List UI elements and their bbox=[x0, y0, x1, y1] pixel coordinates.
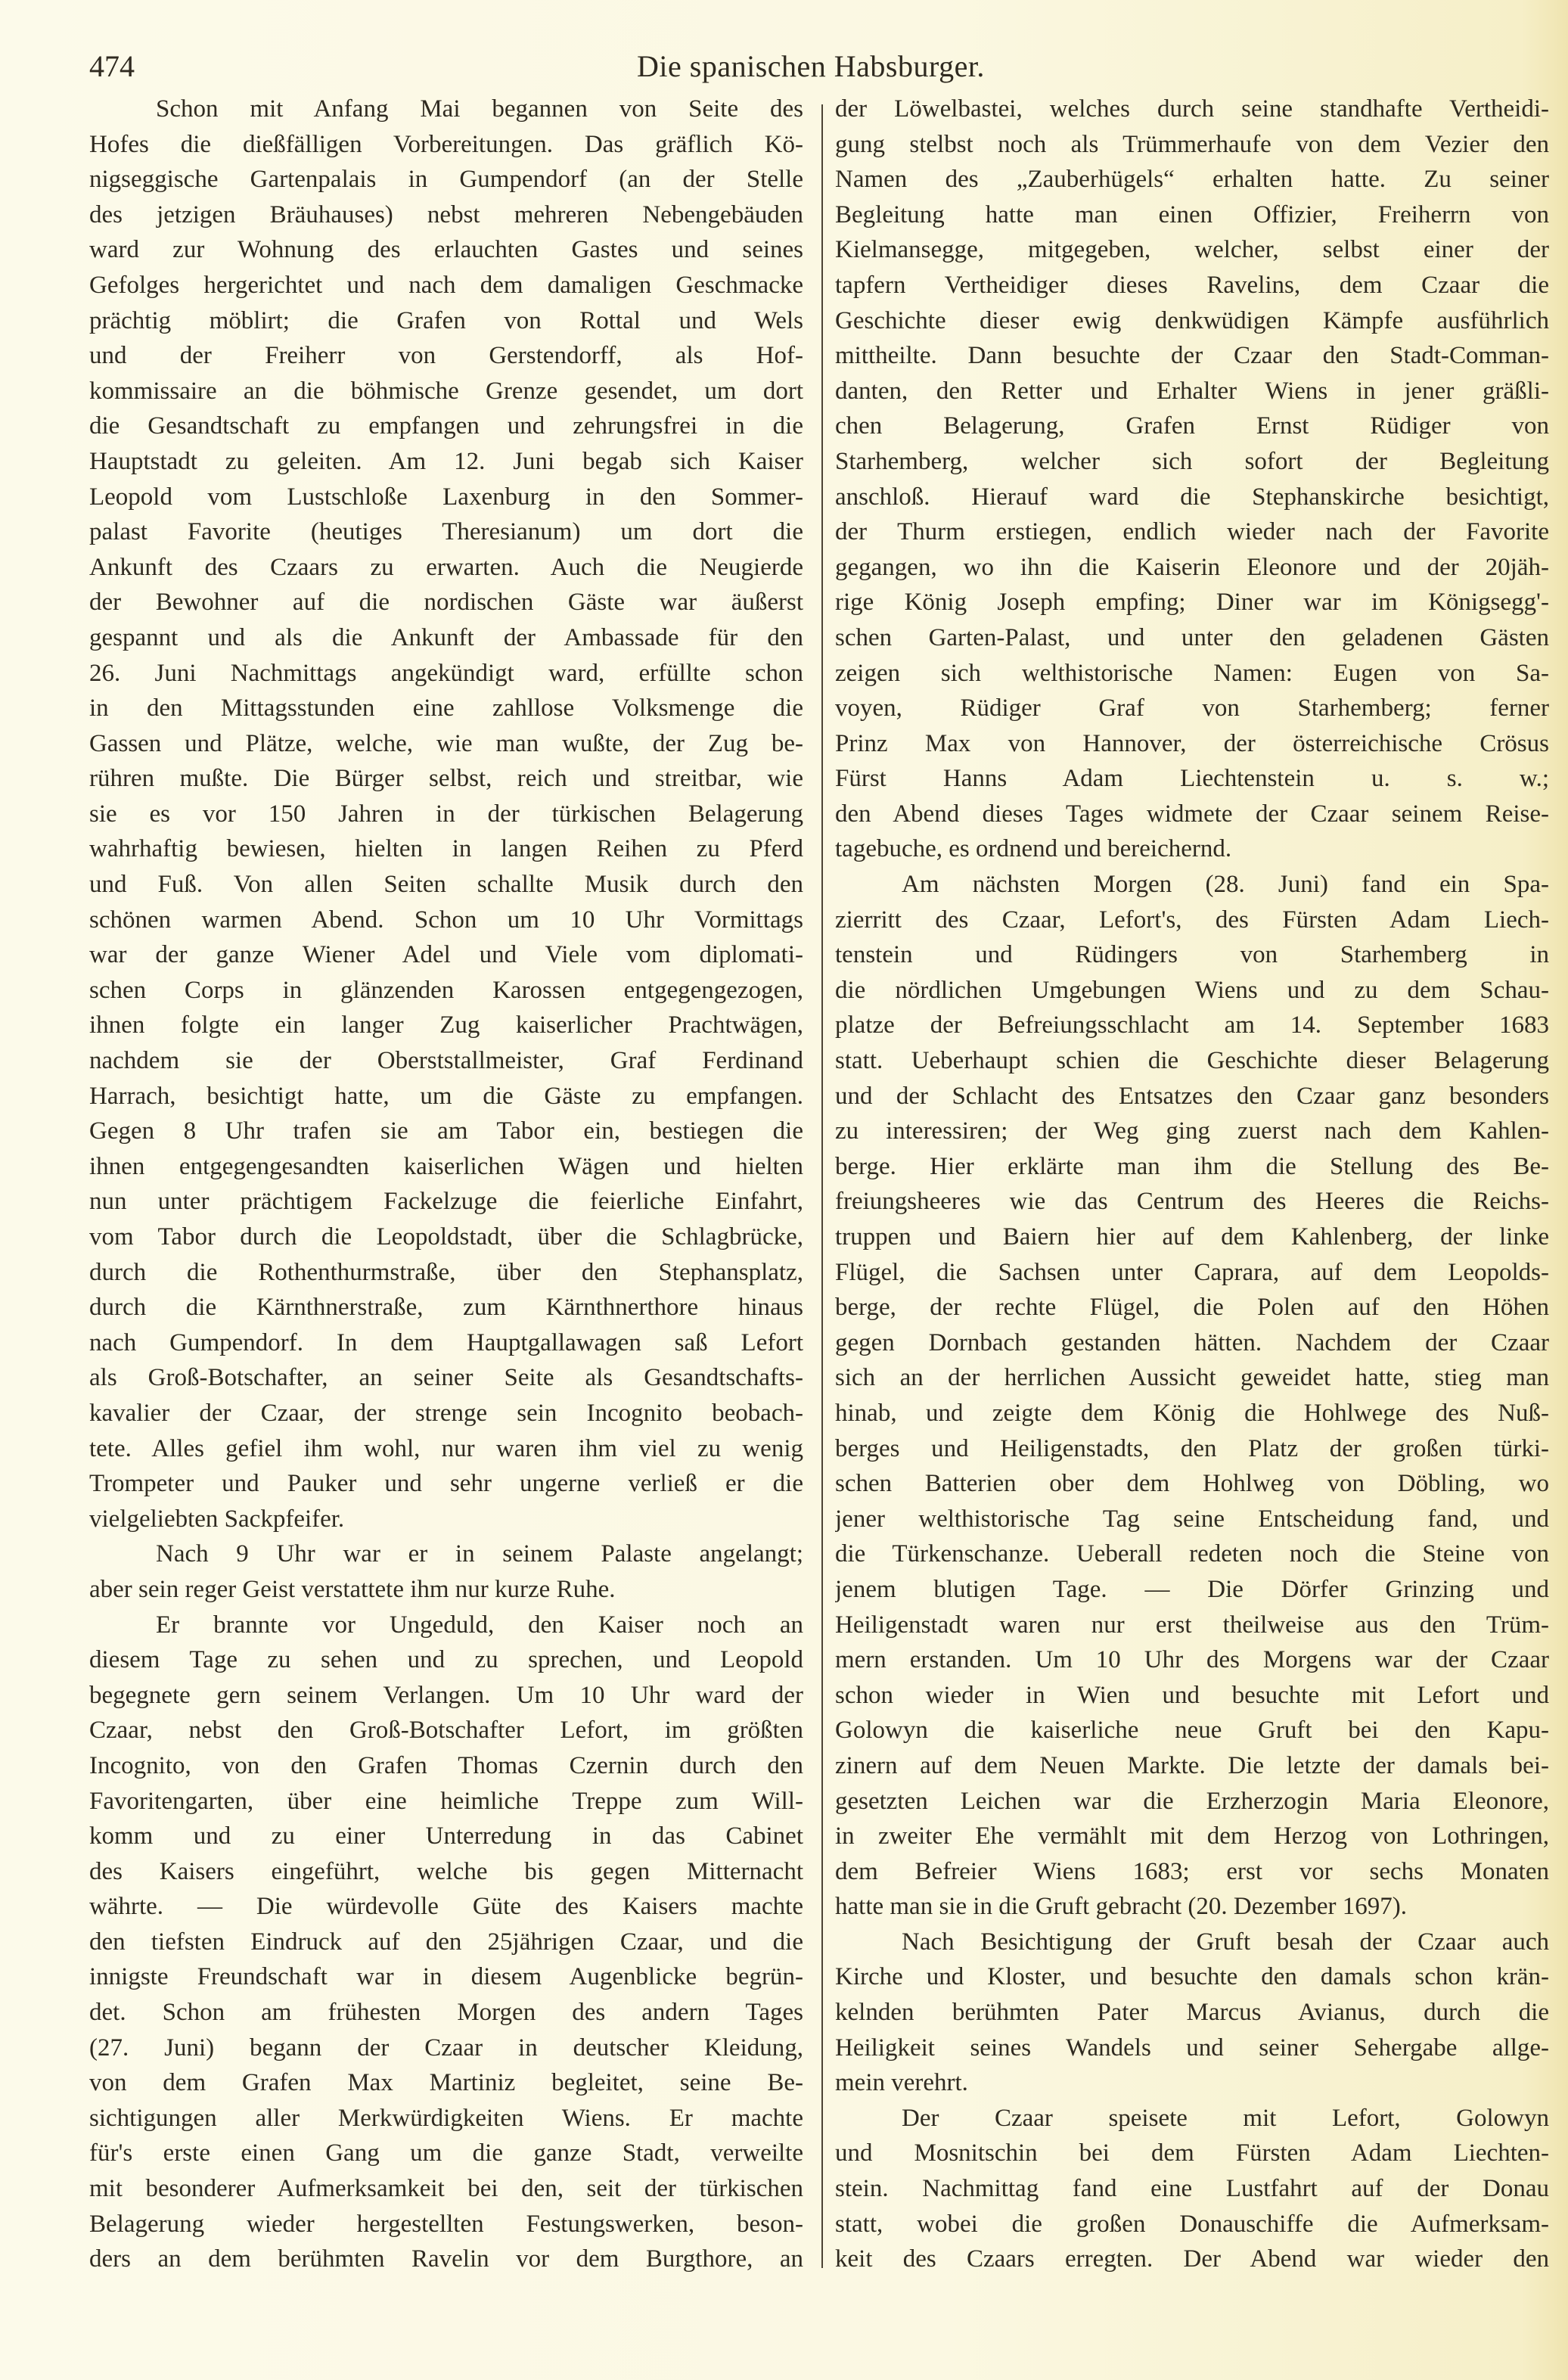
text-line: Leopold vom Lustschloße Laxenburg in den Sommer- bbox=[89, 483, 803, 511]
text-line: Trompeter und Pauker und sehr ungerne verließ er die bbox=[89, 1470, 803, 1498]
text-line: truppen und Baiern hier auf dem Kahlenberg, der linke bbox=[835, 1223, 1549, 1251]
text-line: hinab, und zeigte dem König die Hohlwege des Nuß- bbox=[835, 1399, 1549, 1427]
text-line: aber sein reger Geist verstattete ihm nur kurze Ruhe. bbox=[89, 1575, 616, 1603]
text-line: vielgeliebten Sackpfeifer. bbox=[89, 1505, 345, 1533]
text-line: mittheilte. Dann besuchte der Czaar den Stadt-Comman- bbox=[835, 342, 1549, 370]
text-line: wahrhaftig bewiesen, hielten in langen Reihen zu Pferd bbox=[89, 835, 803, 863]
text-line: durch die Kärnthnerstraße, zum Kärnthnerthore hinaus bbox=[89, 1294, 803, 1322]
text-line: gespannt und als die Ankunft der Ambassade für den bbox=[89, 623, 803, 651]
text-line: Favoritengarten, über eine heimliche Treppe zum Will- bbox=[89, 1787, 803, 1815]
text-line: mit besonderer Aufmerksamkeit bei den, seit der türkischen bbox=[89, 2175, 803, 2203]
text-line: berge, der rechte Flügel, die Polen auf den Höhen bbox=[835, 1294, 1549, 1322]
text-line: dem Befreier Wiens 1683; erst vor sechs Monaten bbox=[835, 1857, 1549, 1885]
text-line: rühren mußte. Die Bürger selbst, reich und streitbar, wie bbox=[89, 765, 803, 793]
text-line: nigseggische Gartenpalais in Gumpendorf (an der Stelle bbox=[89, 166, 803, 194]
text-line: Begleitung hatte man einen Offizier, Freiherrn von bbox=[835, 200, 1549, 228]
text-line: schen Corps in glänzenden Karossen entgegengezogen, bbox=[89, 976, 803, 1004]
text-line: innigste Freundschaft war in diesem Augenblicke begrün- bbox=[89, 1963, 803, 1991]
text-line: Heiligkeit seines Wandels und seiner Sehergabe allge- bbox=[835, 2034, 1549, 2062]
text-line: schönen warmen Abend. Schon um 10 Uhr Vormittags bbox=[89, 906, 803, 934]
text-line: chen Belagerung, Grafen Ernst Rüdiger von bbox=[835, 412, 1549, 440]
text-line: komm und zu einer Unterredung in das Cabinet bbox=[89, 1822, 803, 1850]
text-line: Heiligenstadt waren nur erst theilweise aus den Trüm- bbox=[835, 1611, 1549, 1639]
text-line: nun unter prächtigem Fackelzuge die feierliche Einfahrt, bbox=[89, 1188, 803, 1216]
text-line: kelnden berühmten Pater Marcus Avianus, durch die bbox=[835, 1999, 1549, 2027]
text-line: Namen des „Zauberhügels“ erhalten hatte. Zu seiner bbox=[835, 166, 1549, 194]
text-line: währte. — Die würdevolle Güte des Kaisers machte bbox=[89, 1893, 803, 1921]
text-line: Belagerung wieder hergestellten Festungswerken, beson- bbox=[89, 2210, 803, 2238]
text-line: sichtigungen aller Merkwürdigkeiten Wiens. Er machte bbox=[89, 2104, 803, 2132]
text-line: jenem blutigen Tage. — Die Dörfer Grinzing und bbox=[835, 1575, 1549, 1603]
text-line: für's erste einen Gang um die ganze Stadt, verweilte bbox=[89, 2139, 803, 2167]
text-line: zinern auf dem Neuen Markte. Die letzte der damals bei- bbox=[835, 1751, 1549, 1779]
text-line: in den Mittagsstunden eine zahllose Volksmenge die bbox=[89, 694, 803, 722]
text-line: von dem Grafen Max Martiniz begleitet, seine Be- bbox=[89, 2069, 803, 2097]
text-line: des jetzigen Bräuhauses) nebst mehreren Nebengebäuden bbox=[89, 200, 803, 228]
text-line: Fürst Hanns Adam Liechtenstein u. s. w.; bbox=[835, 765, 1549, 793]
text-line: nach Gumpendorf. In dem Hauptgallawagen saß Lefort bbox=[89, 1328, 803, 1356]
text-line: die Türkenschanze. Ueberall redeten noch die Steine von bbox=[835, 1540, 1549, 1568]
text-line: Ankunft des Czaars zu erwarten. Auch die Neugierde bbox=[89, 553, 803, 581]
text-line: gesetzten Leichen war die Erzherzogin Maria Eleonore, bbox=[835, 1787, 1549, 1815]
text-line: gung stelbst noch als Trümmerhaufe von dem Vezier den bbox=[835, 130, 1549, 158]
text-line: den Abend dieses Tages widmete der Czaar seinem Reise- bbox=[835, 800, 1549, 828]
text-line: der Löwelbastei, welches durch seine standhafte Vertheidi- bbox=[835, 95, 1549, 123]
text-line: nachdem sie der Oberststallmeister, Graf Ferdinand bbox=[89, 1047, 803, 1075]
text-line: tagebuche, es ordnend und bereichernd. bbox=[835, 835, 1232, 863]
text-line: keit des Czaars erregten. Der Abend war wieder den bbox=[835, 2245, 1549, 2273]
running-title: Die spanischen Habsburger. bbox=[637, 49, 985, 83]
text-line: Nach Besichtigung der Gruft besah der Czaar auch bbox=[902, 1928, 1549, 1956]
left-column bbox=[89, 92, 803, 2277]
text-line: zeigen sich welthistorische Namen: Eugen von Sa- bbox=[835, 659, 1549, 687]
text-line: und der Freiherr von Gerstendorff, als Hof- bbox=[89, 342, 803, 370]
text-line: 26. Juni Nachmittags angekündigt ward, erfüllte schon bbox=[89, 659, 803, 687]
text-line: der Bewohner auf die nordischen Gäste war äußerst bbox=[89, 589, 803, 617]
right-column bbox=[835, 92, 1549, 2277]
text-line: und Fuß. Von allen Seiten schallte Musik durch den bbox=[89, 871, 803, 899]
text-line: durch die Rothenthurmstraße, über den Stephansplatz, bbox=[89, 1258, 803, 1286]
text-line: Czaar, nebst den Groß-Botschafter Lefort, im größten bbox=[89, 1717, 803, 1745]
text-line: palast Favorite (heutiges Theresianum) um dort die bbox=[89, 518, 803, 546]
text-line: Hauptstadt zu geleiten. Am 12. Juni begab sich Kaiser bbox=[89, 447, 803, 475]
text-line: ihnen entgegengesandten kaiserlichen Wägen und hielten bbox=[89, 1152, 803, 1180]
text-line: der Thurm erstiegen, endlich wieder nach der Favorite bbox=[835, 518, 1549, 546]
text-line: tapfern Vertheidiger dieses Ravelins, dem Czaar die bbox=[835, 271, 1549, 299]
page-number: 474 bbox=[89, 49, 135, 83]
text-line: Harrach, besichtigt hatte, um die Gäste zu empfangen. bbox=[89, 1082, 803, 1110]
text-line: war der ganze Wiener Adel und Viele vom diplomati- bbox=[89, 941, 803, 969]
text-line: det. Schon am frühesten Morgen des andern Tages bbox=[89, 1999, 803, 2027]
text-line: ders an dem berühmten Ravelin vor dem Burgthore, an bbox=[89, 2245, 803, 2273]
text-line: statt. Ueberhaupt schien die Geschichte dieser Belagerung bbox=[835, 1047, 1549, 1075]
text-line: mein verehrt. bbox=[835, 2069, 968, 2097]
text-line: Gefolges hergerichtet und nach dem damaligen Geschmacke bbox=[89, 271, 803, 299]
text-line: Flügel, die Sachsen unter Caprara, auf dem Leopolds- bbox=[835, 1258, 1549, 1286]
text-line: Kirche und Kloster, und besuchte den damals schon krän- bbox=[835, 1963, 1549, 1991]
text-line: begegnete gern seinem Verlangen. Um 10 Uhr ward der bbox=[89, 1681, 803, 1709]
text-line: des Kaisers eingeführt, welche bis gegen Mitternacht bbox=[89, 1857, 803, 1885]
text-line: ward zur Wohnung des erlauchten Gastes und seines bbox=[89, 236, 803, 264]
text-line: Gassen und Plätze, welche, wie man wußte, der Zug be- bbox=[89, 729, 803, 757]
text-line: schen Garten-Palast, und unter den geladenen Gästen bbox=[835, 623, 1549, 651]
text-line: Geschichte dieser ewig denkwüdigen Kämpfe ausführlich bbox=[835, 306, 1549, 334]
text-line: berge. Hier erklärte man ihm die Stellung des Be- bbox=[835, 1152, 1549, 1180]
text-line: Starhemberg, welcher sich sofort der Begleitung bbox=[835, 447, 1549, 475]
text-line: Incognito, von den Grafen Thomas Czernin durch den bbox=[89, 1751, 803, 1779]
text-line: Nach 9 Uhr war er in seinem Palaste angelangt; bbox=[156, 1540, 803, 1568]
text-line: rige König Joseph empfing; Diner war im Königsegg'- bbox=[835, 589, 1549, 617]
text-line: stein. Nachmittag fand eine Lustfahrt auf der Donau bbox=[835, 2175, 1549, 2203]
text-line: vom Tabor durch die Leopoldstadt, über die Schlagbrücke, bbox=[89, 1223, 803, 1251]
text-line: Der Czaar speisete mit Lefort, Golowyn bbox=[902, 2104, 1549, 2132]
text-line: kavalier der Czaar, der strenge sein Incognito beobach- bbox=[89, 1399, 803, 1427]
text-line: und der Schlacht des Entsatzes den Czaar ganz besonders bbox=[835, 1082, 1549, 1110]
text-line: gegen Dornbach gestanden hätten. Nachdem der Czaar bbox=[835, 1328, 1549, 1356]
text-line: Schon mit Anfang Mai begannen von Seite des bbox=[156, 95, 803, 123]
text-line: tete. Alles gefiel ihm wohl, nur waren ihm viel zu wenig bbox=[89, 1434, 803, 1462]
text-line: Prinz Max von Hannover, der österreichische Crösus bbox=[835, 729, 1549, 757]
text-line: jener welthistorische Tag seine Entscheidung fand, und bbox=[835, 1505, 1549, 1533]
text-line: danten, den Retter und Erhalter Wiens in jener gräßli- bbox=[835, 377, 1549, 405]
text-line: Am nächsten Morgen (28. Juni) fand ein Spa- bbox=[902, 871, 1549, 899]
text-line: zierritt des Czaar, Lefort's, des Fürsten Adam Liech- bbox=[835, 906, 1549, 934]
column-divider bbox=[821, 104, 823, 2268]
text-line: schen Batterien ober dem Hohlweg von Döbling, wo bbox=[835, 1470, 1549, 1498]
text-line: sich an der herrlichen Aussicht geweidet hatte, stieg man bbox=[835, 1364, 1549, 1392]
text-line: freiungsheeres wie das Centrum des Heeres die Reichs- bbox=[835, 1188, 1549, 1216]
text-line: Er brannte vor Ungeduld, den Kaiser noch an bbox=[156, 1611, 803, 1639]
text-line: gegangen, wo ihn die Kaiserin Eleonore und der 20jäh- bbox=[835, 553, 1549, 581]
text-line: und Mosnitschin bei dem Fürsten Adam Liechten- bbox=[835, 2139, 1549, 2167]
text-line: mern erstanden. Um 10 Uhr des Morgens war der Czaar bbox=[835, 1646, 1549, 1674]
text-line: berges und Heiligenstadts, den Platz der großen türki- bbox=[835, 1434, 1549, 1462]
text-line: prächtig möblirt; die Grafen von Rottal und Wels bbox=[89, 306, 803, 334]
text-line: als Groß-Botschafter, an seiner Seite als Gesandtschafts- bbox=[89, 1364, 803, 1392]
text-line: diesem Tage zu sehen und zu sprechen, und Leopold bbox=[89, 1646, 803, 1674]
text-line: den tiefsten Eindruck auf den 25jährigen Czaar, und die bbox=[89, 1928, 803, 1956]
text-line: (27. Juni) begann der Czaar in deutscher Kleidung, bbox=[89, 2034, 803, 2062]
text-line: kommissaire an die böhmische Grenze gesendet, um dort bbox=[89, 377, 803, 405]
text-line: tenstein und Rüdingers von Starhemberg in bbox=[835, 941, 1549, 969]
text-line: die nördlichen Umgebungen Wiens und zu dem Schau- bbox=[835, 976, 1549, 1004]
text-line: Gegen 8 Uhr trafen sie am Tabor ein, bestiegen die bbox=[89, 1117, 803, 1145]
text-line: anschloß. Hierauf ward die Stephanskirche besichtigt, bbox=[835, 483, 1549, 511]
text-line: schon wieder in Wien und besuchte mit Lefort und bbox=[835, 1681, 1549, 1709]
text-line: voyen, Rüdiger Graf von Starhemberg; ferner bbox=[835, 694, 1549, 722]
text-line: sie es vor 150 Jahren in der türkischen Belagerung bbox=[89, 800, 803, 828]
text-line: Golowyn die kaiserliche neue Gruft bei den Kapu- bbox=[835, 1717, 1549, 1745]
text-line: Kielmansegge, mitgegeben, welcher, selbst einer der bbox=[835, 236, 1549, 264]
text-line: zu interessiren; der Weg ging zuerst nach dem Kahlen- bbox=[835, 1117, 1549, 1145]
text-line: in zweiter Ehe vermählt mit dem Herzog von Lothringen, bbox=[835, 1822, 1549, 1850]
text-line: hatte man sie in die Gruft gebracht (20. Dezember 1697). bbox=[835, 1893, 1407, 1921]
text-line: statt, wobei die großen Donauschiffe die Aufmerksam- bbox=[835, 2210, 1549, 2238]
text-line: Hofes die dießfälligen Vorbereitungen. Das gräflich Kö- bbox=[89, 130, 803, 158]
text-line: ihnen folgte ein langer Zug kaiserlicher Prachtwägen, bbox=[89, 1011, 803, 1039]
text-line: platze der Befreiungsschlacht am 14. September 1683 bbox=[835, 1011, 1549, 1039]
text-line: die Gesandtschaft zu empfangen und zehrungsfrei in die bbox=[89, 412, 803, 440]
